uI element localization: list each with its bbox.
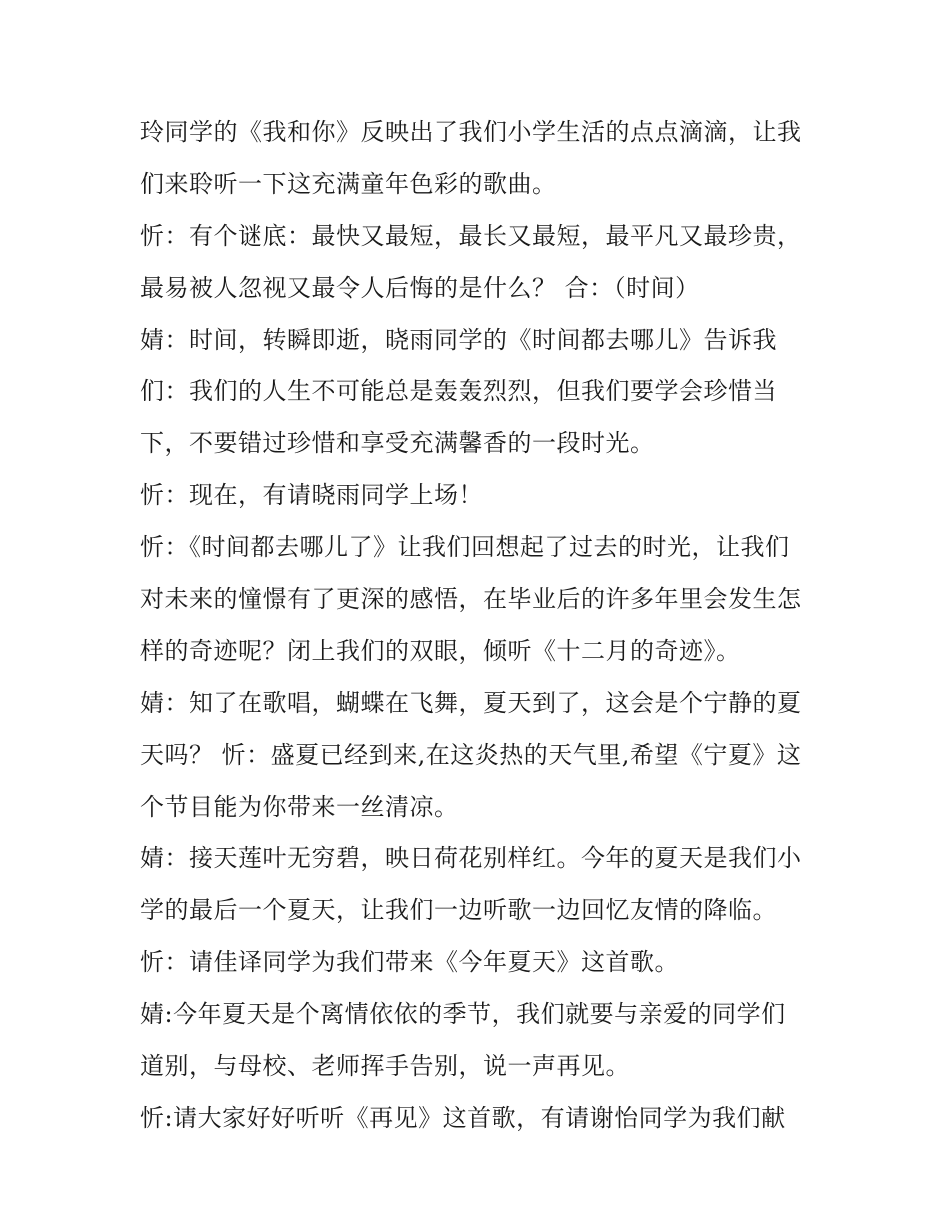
text-line: 忻：《时间都去哪儿了》让我们回想起了过去的时光，让我们 — [140, 533, 790, 562]
text-line: 婧：时间，转瞬即逝，晓雨同学的《时间都去哪儿》告诉我 — [140, 325, 777, 354]
text-line: 婧：知了在歌唱，蝴蝶在飞舞，夏天到了，这会是个宁静的夏 — [140, 688, 802, 717]
text-line: 玲同学的《我和你》反映出了我们小学生活的点点滴滴，让我 — [140, 118, 802, 146]
text-line: 学的最后一个夏天，让我们一边听歌一边回忆友情的降临。 — [140, 896, 777, 925]
text-line: 道别，与母校、老师挥手告别，说一声再见。 — [140, 1052, 630, 1081]
text-line: 最易被人忽视又最令人后悔的是什么？ 合：（时间） — [140, 273, 700, 302]
text-line: 忻：请佳译同学为我们带来《今年夏天》这首歌。 — [140, 948, 679, 977]
text-line: 样的奇迹呢？闭上我们的双眼，倾听《十二月的奇迹》。 — [140, 636, 741, 665]
text-line: 们：我们的人生不可能总是轰轰烈烈，但我们要学会珍惜当 — [140, 377, 777, 406]
document-body — [140, 107, 830, 1145]
text-line: 们来聆听一下这充满童年色彩的歌曲。 — [140, 169, 557, 198]
text-line: 下，不要错过珍惜和享受充满馨香的一段时光。 — [140, 429, 655, 458]
text-line: 忻：现在，有请晓雨同学上场！ — [140, 481, 483, 510]
text-line: 婧：接天莲叶无穷碧，映日荷花别样红。今年的夏天是我们小 — [140, 844, 802, 873]
text-line: 婧:今年夏天是个离情依依的季节，我们就要与亲爱的同学们 — [140, 1000, 786, 1029]
text-line: 天吗？ 忻：盛夏已经到来,在这炎热的天气里,希望《宁夏》这 — [140, 740, 802, 769]
text-line: 对未来的憧憬有了更深的感悟，在毕业后的许多年里会发生怎 — [140, 585, 802, 614]
text-line: 个节目能为你带来一丝清凉。 — [140, 792, 459, 821]
text-line: 忻：有个谜底：最快又最短，最长又最短，最平凡又最珍贵， — [140, 221, 802, 250]
text-line: 忻:请大家好好听听《再见》这首歌，有请谢怡同学为我们献 — [140, 1103, 786, 1132]
